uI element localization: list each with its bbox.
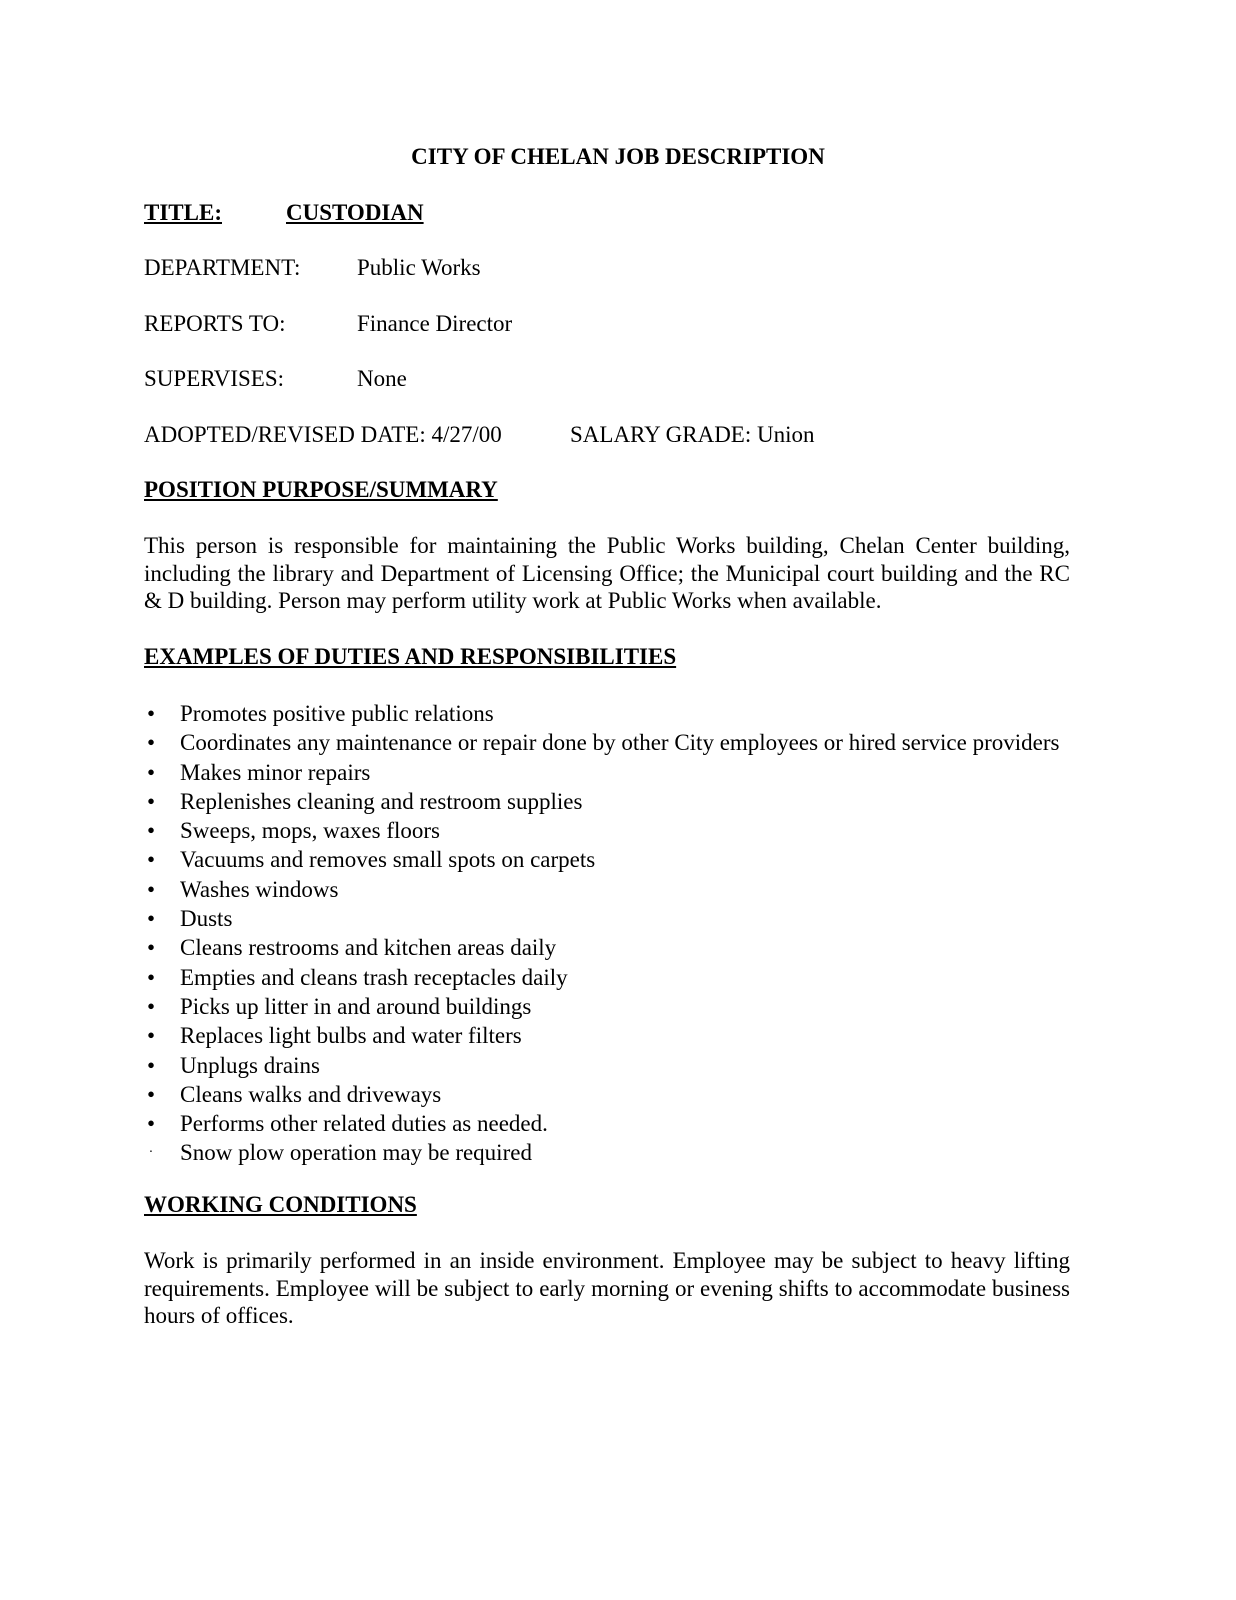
list-item: • Picks up litter in and around buildings <box>144 992 1059 1021</box>
bullet-icon: • <box>146 818 156 844</box>
reports-to-label: REPORTS TO: <box>144 311 286 336</box>
supervises-row <box>144 364 407 394</box>
list-item: • Unplugs drains <box>144 1051 1059 1080</box>
adopted-salary-row <box>144 420 815 450</box>
list-item: • Performs other related duties as needed. <box>144 1109 1059 1138</box>
bullet-icon: • <box>146 1111 156 1137</box>
bullet-icon: • <box>146 964 156 990</box>
bullet-icon: • <box>146 788 156 814</box>
small-bullet-icon: · <box>148 1145 154 1161</box>
supervises-label: SUPERVISES: <box>144 366 285 391</box>
duties-heading: EXAMPLES OF DUTIES AND RESPONSIBILITIES <box>144 644 677 669</box>
bullet-icon: • <box>146 993 156 1019</box>
department-value: Public Works <box>357 255 481 280</box>
list-item: • Replenishes cleaning and restroom supplies <box>144 787 1059 816</box>
list-item: • Vacuums and removes small spots on carpets <box>144 845 1059 874</box>
list-item: • Coordinates any maintenance or repair done by other City employees or hired service providers <box>144 728 1059 757</box>
document-title: CITY OF CHELAN JOB DESCRIPTION <box>411 144 825 169</box>
list-item: • Empties and cleans trash receptacles daily <box>144 963 1059 992</box>
bullet-icon: • <box>146 935 156 961</box>
duties-list <box>144 699 1059 1168</box>
list-item: • Sweeps, mops, waxes floors <box>144 816 1059 845</box>
list-item: • Cleans restrooms and kitchen areas daily <box>144 933 1059 962</box>
supervises-value: None <box>357 366 407 391</box>
list-item: • Cleans walks and driveways <box>144 1080 1059 1109</box>
list-item: • Washes windows <box>144 875 1059 904</box>
bullet-icon: • <box>146 730 156 756</box>
bullet-icon: • <box>146 1081 156 1107</box>
adopted-date: ADOPTED/REVISED DATE: 4/27/00 <box>144 422 502 447</box>
bullet-icon: • <box>146 1023 156 1049</box>
salary-grade: SALARY GRADE: Union <box>570 422 815 447</box>
working-conditions-heading: WORKING CONDITIONS <box>144 1192 417 1217</box>
list-item: • Replaces light bulbs and water filters <box>144 1021 1059 1050</box>
list-item: • Makes minor repairs <box>144 758 1059 787</box>
list-item: • Dusts <box>144 904 1059 933</box>
reports-to-value: Finance Director <box>357 311 513 336</box>
purpose-heading: POSITION PURPOSE/SUMMARY <box>144 477 498 502</box>
working-conditions-text: Work is primarily performed in an inside environment. Employee may be subject to heavy lifting requirements. Employee will be subject to early morning or evening shifts to accommodate business hours of offices. <box>144 1248 1070 1328</box>
bullet-icon: • <box>146 1052 156 1078</box>
bullet-icon: • <box>146 701 156 726</box>
job-title-label: TITLE: <box>144 200 222 225</box>
job-title-row <box>144 198 424 228</box>
bullet-icon: • <box>146 906 156 932</box>
purpose-text: This person is responsible for maintaining the Public Works building, Chelan Center building, including the library and Department of Licensing Office; the Municipal court building and the RC & D building. Person may perform utility work at Public Works when available. <box>144 533 1070 613</box>
bullet-icon: • <box>146 876 156 902</box>
job-title-value: CUSTODIAN <box>286 200 424 225</box>
bullet-icon: • <box>146 847 156 873</box>
list-item: • Promotes positive public relations <box>144 699 1059 728</box>
department-row <box>144 253 481 283</box>
reports-to-row <box>144 309 512 339</box>
department-label: DEPARTMENT: <box>144 255 301 280</box>
list-item: · Snow plow operation may be required <box>144 1138 1059 1167</box>
bullet-icon: • <box>146 759 156 785</box>
